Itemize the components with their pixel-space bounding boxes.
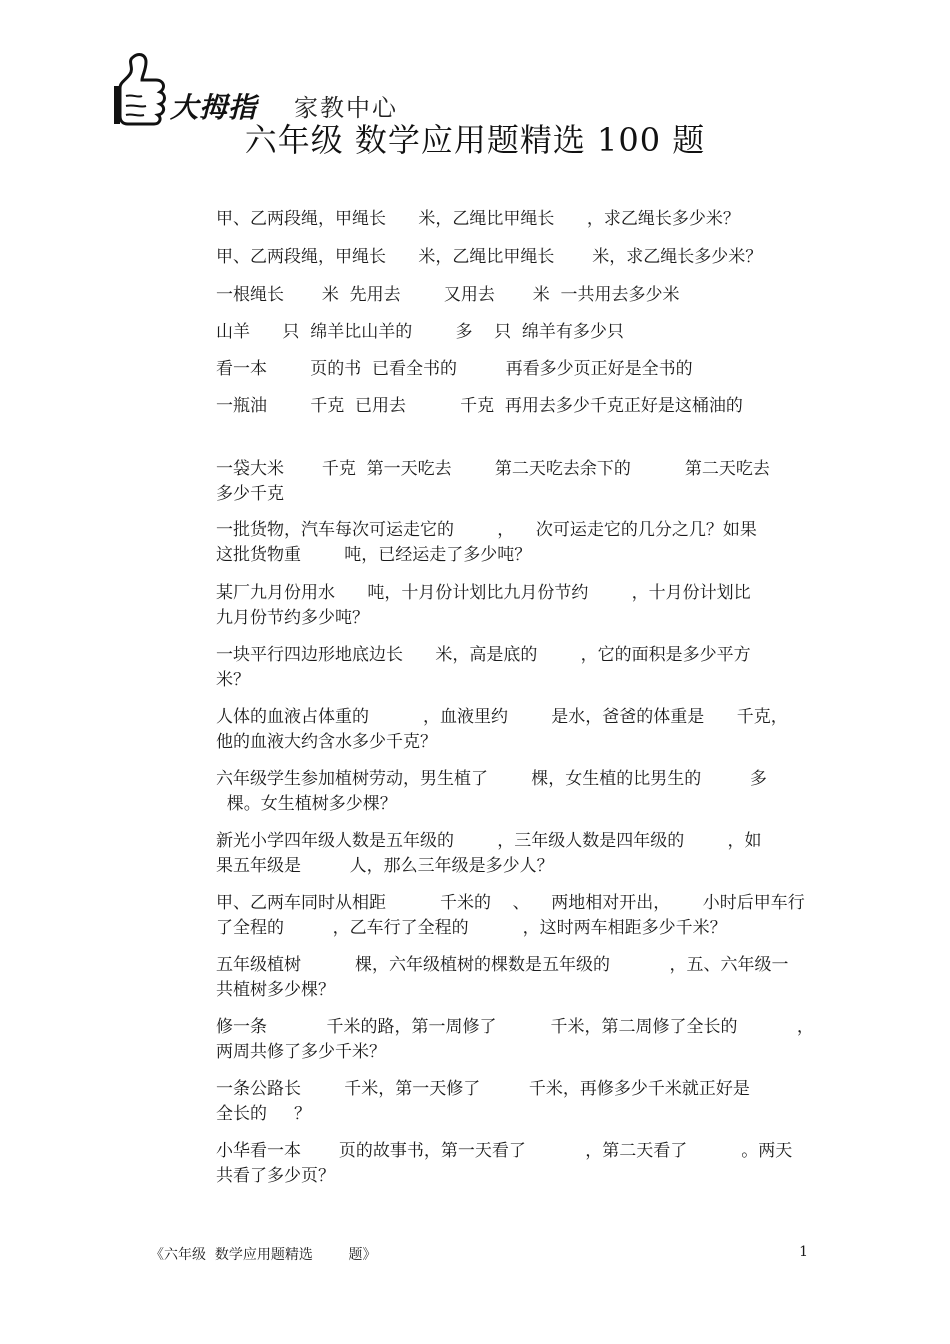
problem-4: 山羊 只 绵羊比山羊的 多 只 绵羊有多少只 [216,322,624,342]
problem-2: 甲、乙两段绳，甲绳长 米，乙绳比甲绳长 米，求乙绳长多少米？ [216,247,763,267]
problem-11: 人体的血液占体重的 ，血液里约 是水，爸爸的体重是 千克， 他的血液大约含水多少千克？ [216,707,788,752]
problem-5: 看一本 页的书 已看全书的 再看多少页正好是全书的 [216,359,693,379]
problem-16: 修一条 千米的路，第一周修了 千米，第二周修了全长的 ， 两周共修了多少千米？ [216,1017,814,1062]
footer-title: 《六年级 数学应用题精选 题》 [150,1247,377,1263]
problem-12: 六年级学生参加植树劳动，男生植了 棵，女生植的比男生的 多 棵。女生植树多少棵？ [216,769,767,814]
problem-3: 一根绳长 米 先用去 又用去 米 一共用去多少米 [216,285,680,305]
brand-name: 大拇指 [170,91,258,124]
problem-15: 五年级植树 棵，六年级植树的棵数是五年级的 ，五、六年级一 共植树多少棵？ [216,955,789,1000]
problem-6: 一瓶油 千克 已用去 千克 再用去多少千克正好是这桶油的 [216,396,743,416]
problem-13: 新光小学四年级人数是五年级的 ，三年级人数是四年级的 ，如 果五年级是 人，那么三年级是多少人？ [216,831,762,876]
problem-18: 小华看一本 页的故事书，第一天看了 ，第二天看了 。两天 共看了多少页？ [216,1141,793,1186]
problem-1: 甲、乙两段绳，甲绳长 米，乙绳比甲绳长 ，求乙绳长多少米？ [216,209,740,229]
page-title: 六年级 数学应用题精选 100 题 [244,121,706,159]
brand-subtitle: 家教中心 [294,94,398,122]
page-number: 1 [799,1244,808,1260]
problem-9: 某厂九月份用水 吨，十月份计划比九月份节约 ，十月份计划比 九月份节约多少吨？ [216,583,751,628]
problem-10: 一块平行四边形地底边长 米，高是底的 ，它的面积是多少平方 米？ [216,645,751,690]
problem-17: 一条公路长 千米，第一天修了 千米，再修多少千米就正好是 全长的 ？ [216,1079,750,1124]
problem-8: 一批货物，汽车每次可运走它的 ， 次可运走它的几分之几？如果 这批货物重 吨，已经运走了多少吨？ [216,520,757,565]
problem-7: 一袋大米 千克 第一天吃去 第二天吃去余下的 第二天吃去 多少千克 [216,459,770,504]
problem-14: 甲、乙两车同时从相距 千米的 、 两地相对开出， 小时后甲车行 了全程的 ，乙车行了全程的 ，这时两车相距多少千米？ [216,893,805,938]
